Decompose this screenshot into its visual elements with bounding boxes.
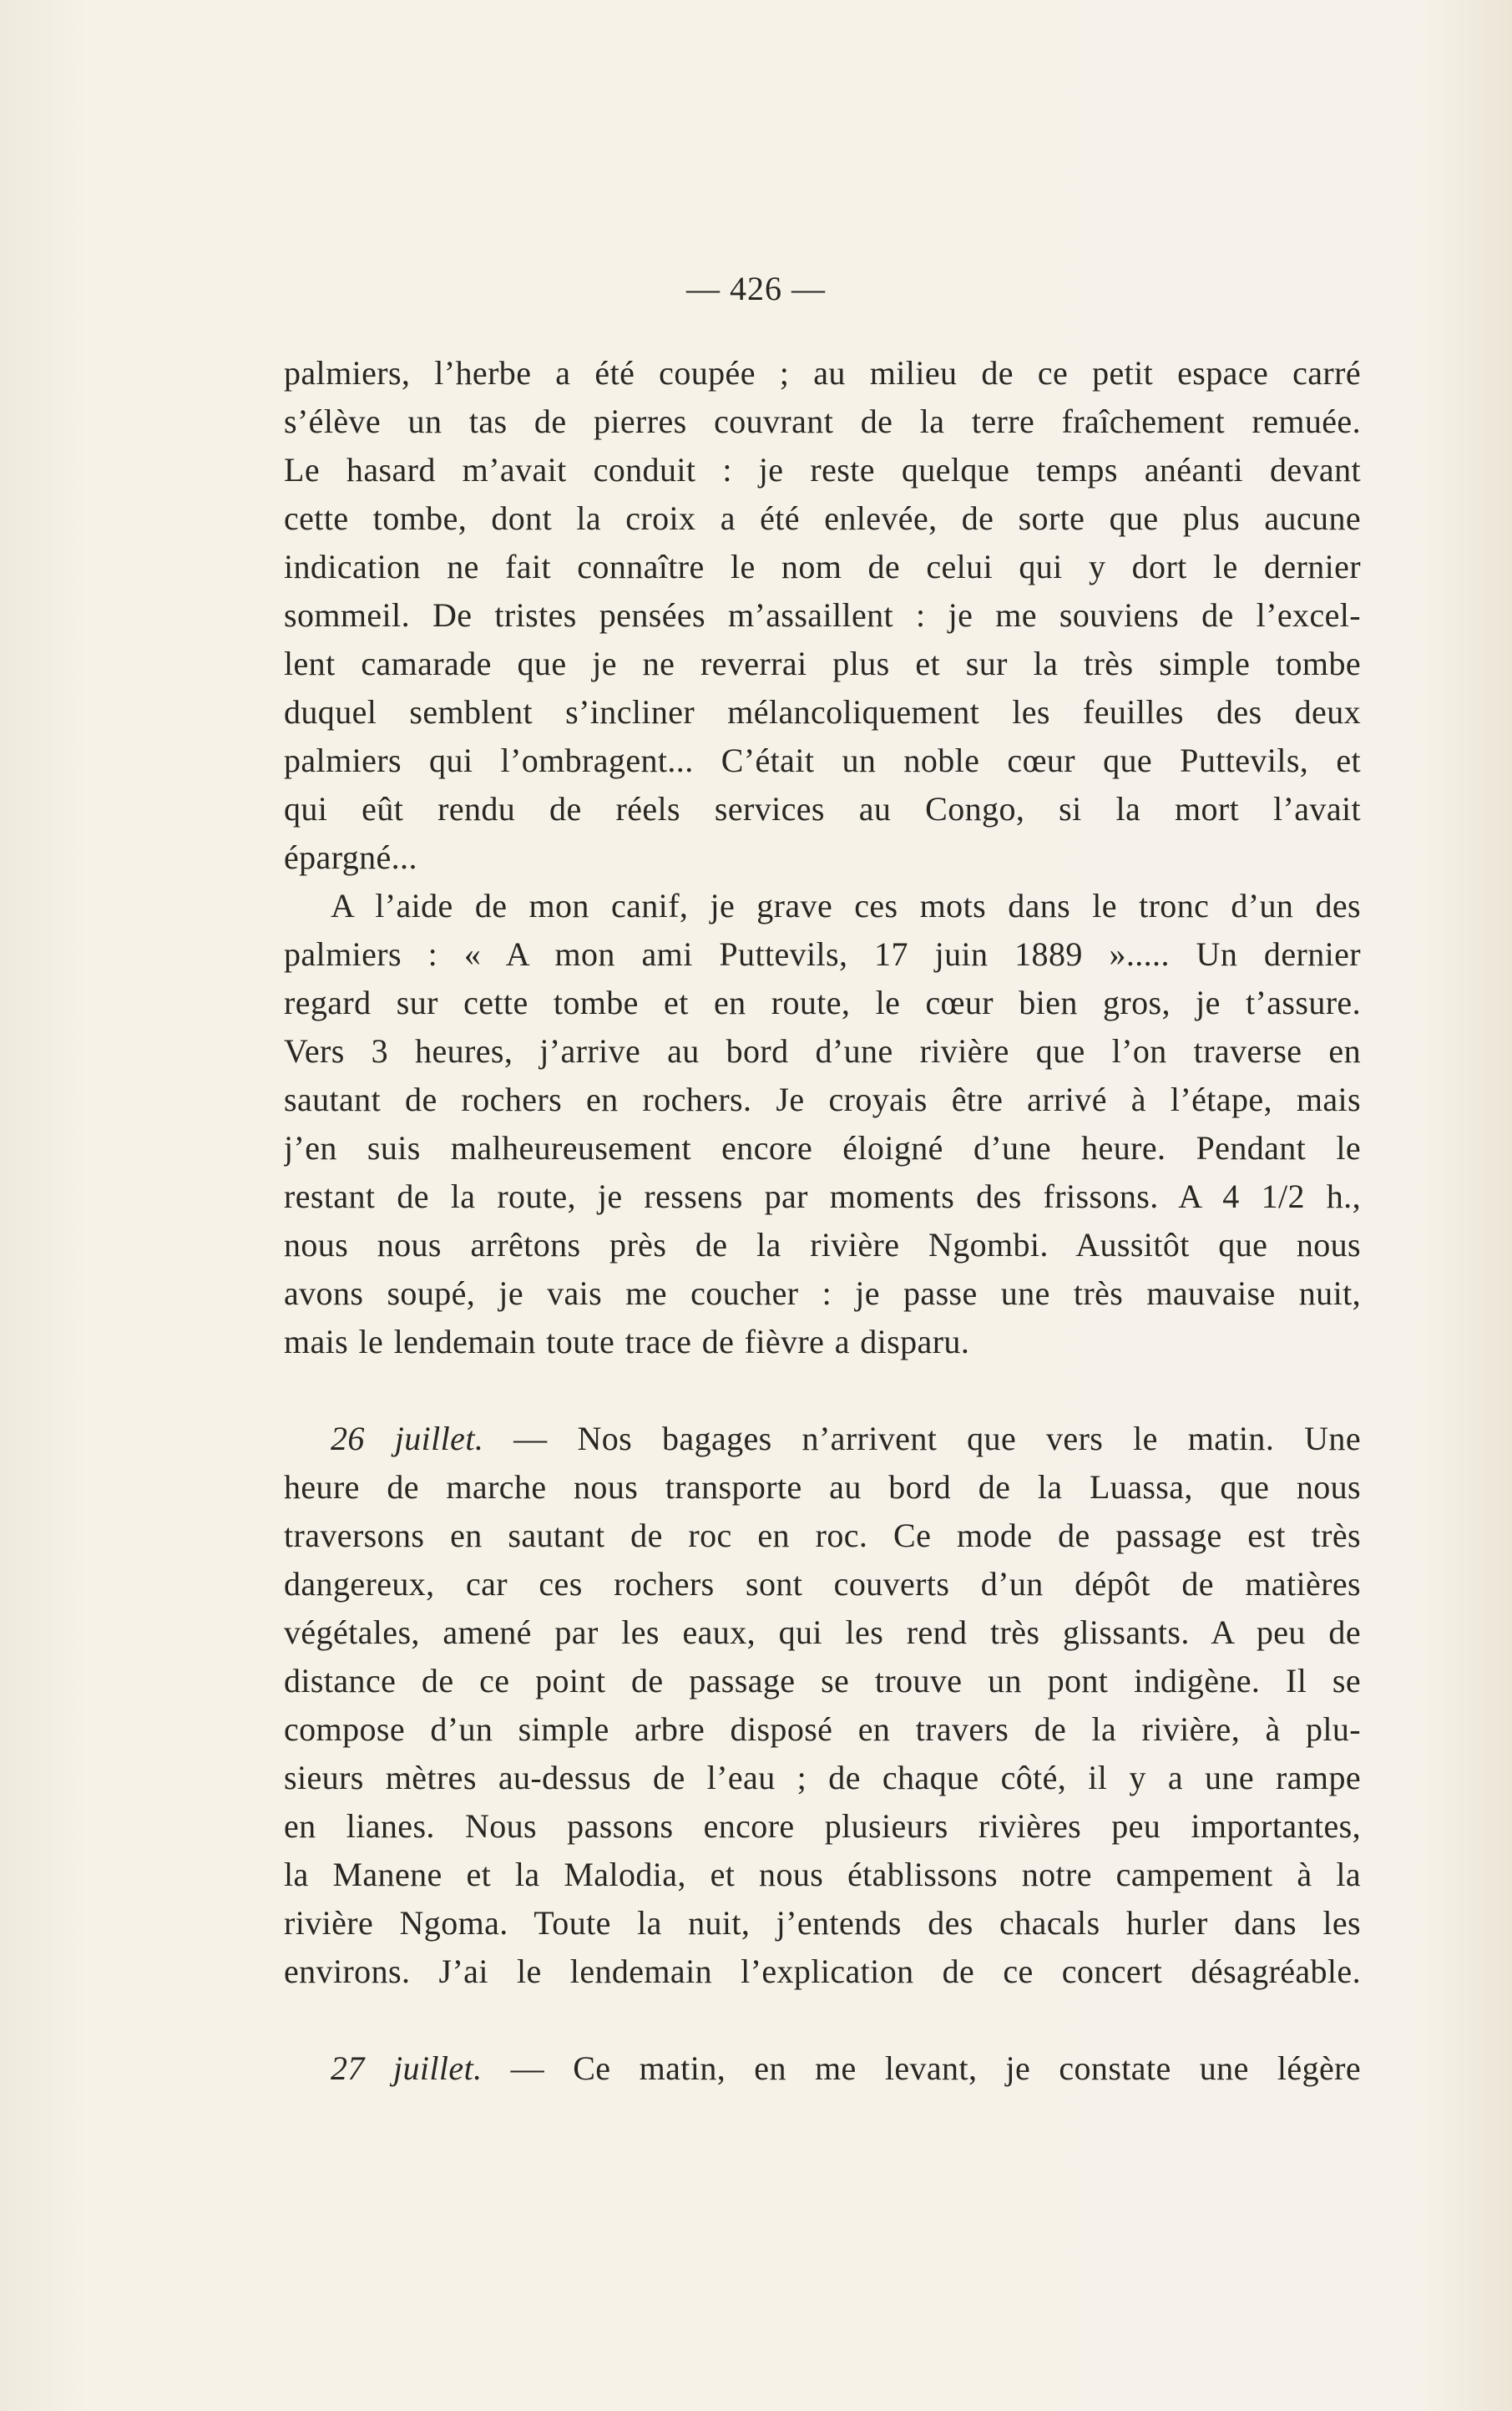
paragraph-gap — [284, 1366, 1361, 1415]
paragraph-27-juillet — [284, 2044, 1361, 2093]
page-number: — 426 — — [686, 270, 826, 307]
text-line: dangereux, car ces rochers sont couverts d’un dépôt de matières — [284, 1565, 1361, 1603]
text-line: palmiers, l’herbe a été coupée ; au milieu de ce petit espace carré — [284, 354, 1361, 392]
text-line: restant de la route, je ressens par moments des frissons. A 4 1/2 h., — [284, 1178, 1361, 1215]
text-line: Le hasard m’avait conduit : je reste quelque temps anéanti devant — [284, 451, 1361, 489]
text-line: sautant de rochers en rochers. Je croyais être arrivé à l’étape, mais — [284, 1081, 1361, 1118]
paragraph-gap — [284, 1996, 1361, 2044]
text-line — [284, 1415, 1361, 1463]
text-line: s’élève un tas de pierres couvrant de la terre fraîchement remuée. — [284, 403, 1361, 440]
text-run: — Ce matin, en me levant, je constate une légère — [482, 2049, 1361, 2087]
text-line: palmiers qui l’ombragent... C’était un noble cœur que Puttevils, et — [284, 742, 1361, 779]
text-line: Vers 3 heures, j’arrive au bord d’une rivière que l’on traverse en — [284, 1032, 1361, 1070]
text-line: qui eût rendu de réels services au Congo, si la mort l’avait — [284, 790, 1361, 828]
text-run: — Nos bagages n’arrivent que vers le matin. Une — [483, 1420, 1361, 1457]
text-line — [284, 2044, 1361, 2093]
text-line: environs. J’ai le lendemain l’explication de ce concert désagréable. — [284, 1953, 1361, 1990]
text-line: en lianes. Nous passons encore plusieurs rivières peu importantes, — [284, 1807, 1361, 1845]
text-line: sieurs mètres au-dessus de l’eau ; de chaque côté, il y a une rampe — [284, 1759, 1361, 1796]
text-line: mais le lendemain toute trace de fièvre a disparu. — [284, 1323, 970, 1360]
text-line: sommeil. De tristes pensées m’assaillent : je me souviens de l’excel- — [284, 596, 1361, 634]
date-heading: 27 juillet. — [331, 2049, 483, 2087]
text-line: végétales, amené par les eaux, qui les rend très glissants. A peu de — [284, 1613, 1361, 1651]
date-heading: 26 juillet. — [331, 1420, 484, 1457]
text-line: regard sur cette tombe et en route, le cœur bien gros, je t’assure. — [284, 984, 1361, 1021]
text-line: distance de ce point de passage se trouve un pont indigène. Il se — [284, 1662, 1361, 1699]
text-line: rivière Ngoma. Toute la nuit, j’entends des chacals hurler dans les — [284, 1904, 1361, 1942]
text-line: la Manene et la Malodia, et nous établissons notre campement à la — [284, 1856, 1361, 1893]
text-line: indication ne fait connaître le nom de celui qui y dort le dernier — [284, 548, 1361, 585]
paragraph-1 — [284, 349, 1361, 882]
paragraph-2 — [284, 882, 1361, 1366]
text-line: heure de marche nous transporte au bord de la Luassa, que nous — [284, 1468, 1361, 1506]
text-line: nous nous arrêtons près de la rivière Ngombi. Aussitôt que nous — [284, 1226, 1361, 1264]
text-line: épargné... — [284, 838, 417, 876]
text-line: A l’aide de mon canif, je grave ces mots dans le tronc d’un des — [331, 887, 1361, 924]
text-line: palmiers : « A mon ami Puttevils, 17 juin 1889 »..... Un dernier — [284, 935, 1361, 973]
text-line: lent camarade que je ne reverrai plus et sur la très simple tombe — [284, 645, 1361, 682]
text-line: avons soupé, je vais me coucher : je passe une très mauvaise nuit, — [284, 1274, 1361, 1312]
text-line: j’en suis malheureusement encore éloigné d’une heure. Pendant le — [284, 1129, 1361, 1167]
text-line: duquel semblent s’incliner mélancoliquement les feuilles des deux — [284, 693, 1361, 731]
paragraph-26-juillet — [284, 1415, 1361, 1996]
body-text — [284, 349, 1361, 2093]
text-line: traversons en sautant de roc en roc. Ce mode de passage est très — [284, 1517, 1361, 1554]
text-line: cette tombe, dont la croix a été enlevée, de sorte que plus aucune — [284, 499, 1361, 537]
text-line: compose d’un simple arbre disposé en travers de la rivière, à plu- — [284, 1710, 1361, 1748]
